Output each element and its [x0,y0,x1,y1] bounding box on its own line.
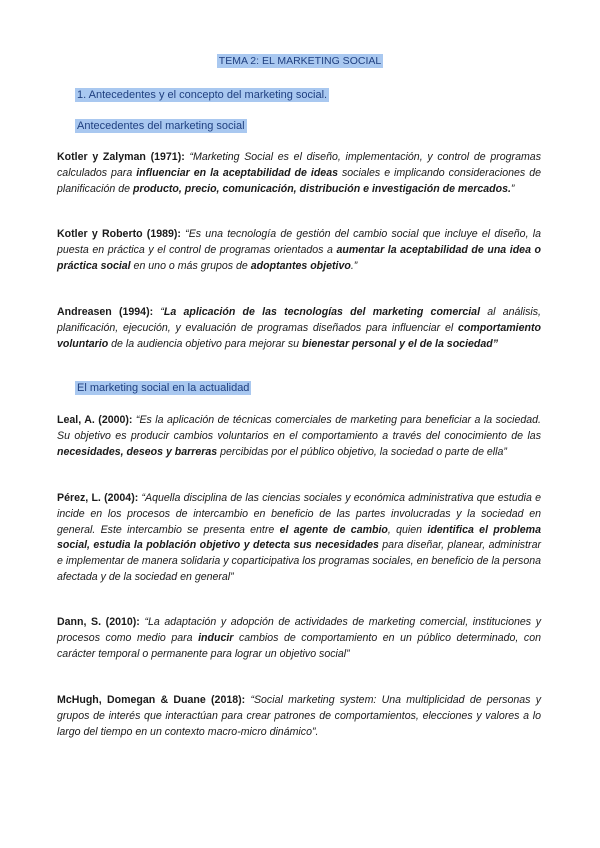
citation-text: “Es una tecnología de gestión del cambio social que incluye el diseño, la puesta en práctica y el control de programas orientados a [57,228,541,256]
citation-author: Kotler y Roberto (1989): [57,228,181,240]
citation-text: para diseñar, planear, administrar e implementar de manera solidaria y coparticipativa los programas sociales, en beneficio de la persona afectada y de la sociedad en general” [57,539,541,583]
citation-text: “ [153,306,164,318]
citation-text: “La adaptación y adopción de actividades de marketing comercial, instituciones y procesos como medio para [57,616,541,644]
citation-text: sociales e implicando consideraciones de planificación de [57,166,541,195]
citation-emphasis: bienestar personal y el de la sociedad” [301,337,499,350]
citation-emphasis: necesidades, deseos y barreras [57,445,218,458]
citation-author: Leal, A. (2000): [57,414,133,426]
subheading-antecedentes [75,120,247,132]
document-title-text: TEMA 2: EL MARKETING SOCIAL [218,55,382,67]
citation-emphasis: el agente de cambio [279,523,388,536]
citation-emphasis: identifica el problema social, estudia la población objetivo y detecta sus necesidades [57,523,541,552]
citation-text: “Social marketing system: Una multiplicidad de personas y grupos de interés que interactúan para crear patrones de comportamientos, elecciones y valores a lo largo del tiempo en un contexto macro-micro dinámico”. [57,694,541,738]
citation-text: “Es la aplicación de técnicas comerciales de marketing para beneficiar a la sociedad. Su objetivo es producir cambios voluntarios en el comportamiento a través del conocimiento de las [57,414,541,442]
citation-text: ” [510,182,515,195]
section-heading [75,89,329,101]
citation-text: .” [350,259,358,272]
citation-paragraph [57,227,541,274]
citation-text: , quien [387,523,428,536]
citation-emphasis: comportamiento voluntario [57,321,541,350]
citation-text: de la audiencia objetivo para mejorar su [108,337,302,350]
citation-text: en uno o más grupos de [130,259,251,272]
subheading-actualidad [75,382,251,394]
citation-emphasis: influenciar en la aceptabilidad de ideas [136,166,338,179]
citation-paragraph [57,413,541,460]
citation-author: McHugh, Domegan & Duane (2018): [57,694,246,706]
citation-emphasis: adoptantes objetivo [250,259,351,272]
document-title [0,55,600,67]
citation-text: “Aquella disciplina de las ciencias sociales y económica administrativa que estudia e incide en los procesos de intercambio en beneficio de las partes involucradas y la sociedad en general. Este intercambio se presenta entre [57,492,541,536]
subheading-antecedentes-text: Antecedentes del marketing social [77,120,245,132]
citation-emphasis: inducir [198,631,234,644]
subheading-actualidad-text: El marketing social en la actualidad [77,382,250,394]
citation-emphasis: La aplicación de las tecnologías del marketing comercial [163,306,481,318]
citation-author: Dann, S. (2010): [57,616,140,628]
citation-author: Pérez, L. (2004): [57,492,139,504]
citation-author: Kotler y Zalyman (1971): [57,151,185,163]
citation-text: al análisis, planificación, ejecución, y evaluación de programas diseñados para influenciar el [57,306,542,334]
citation-paragraph [57,615,541,662]
citation-paragraph [57,150,541,197]
citation-paragraph [57,305,541,352]
citation-text: “Marketing Social es el diseño, implementación, y control de programas calculados para [57,151,541,179]
citation-paragraph [57,693,541,740]
citation-paragraph [57,491,541,586]
section-heading-text: 1. Antecedentes y el concepto del marketing social. [77,89,328,101]
citation-emphasis: aumentar la aceptabilidad de una idea o práctica social [57,243,541,272]
citation-text: percibidas por el público objetivo, la sociedad o parte de ella” [217,445,507,458]
citation-author: Andreasen (1994): [57,306,154,318]
citation-emphasis: producto, precio, comunicación, distribución e investigación de mercados. [132,182,511,195]
citation-text: cambios de comportamiento en un público determinado, con carácter temporal o permanente para lograr un objetivo social” [57,631,541,660]
